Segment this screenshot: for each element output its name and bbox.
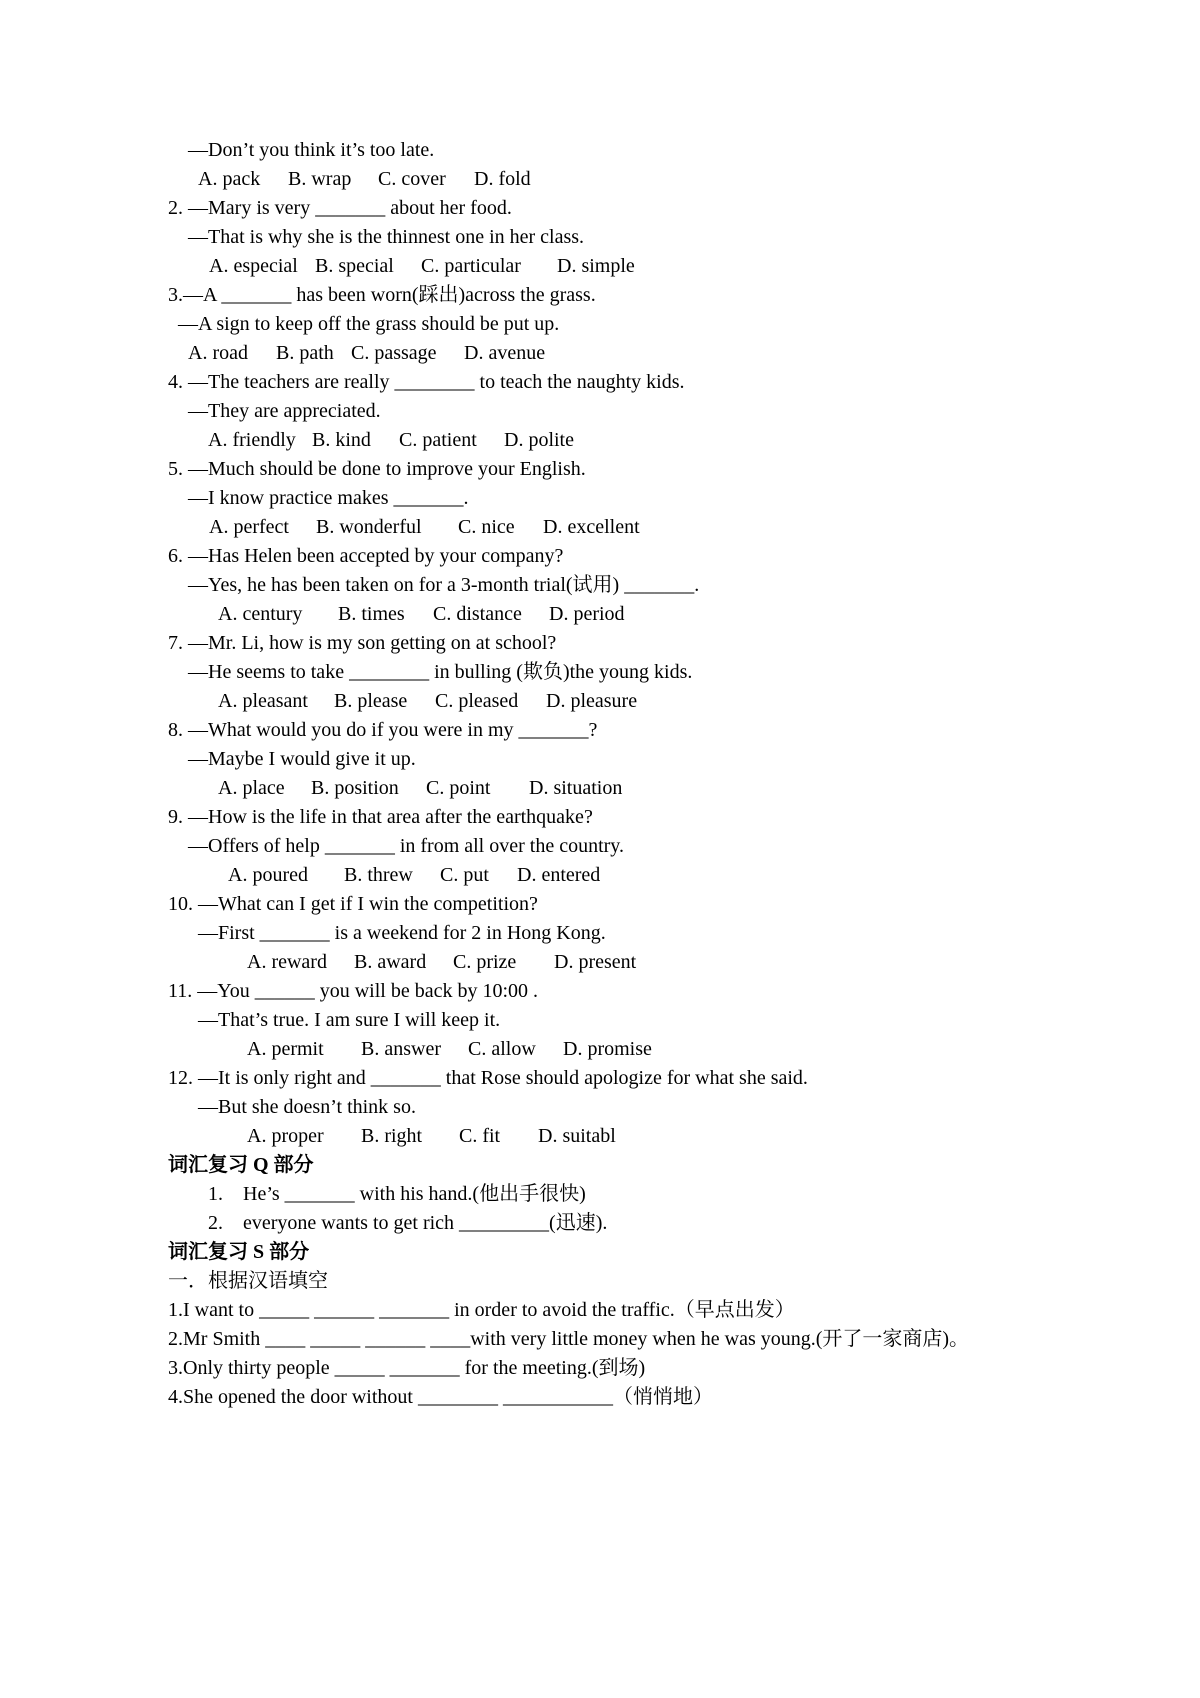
q8-option-a: A. place (218, 777, 285, 799)
q12-option-b: B. right (361, 1125, 423, 1147)
q9-option-a: A. poured (228, 864, 308, 886)
q5-option-b: B. wonderful (316, 516, 422, 538)
q4-option-d: D. polite (504, 429, 574, 451)
q7-option-c: C. pleased (435, 690, 519, 712)
q4-prompt: 4. —The teachers are really ________ to teach the naughty kids. (168, 371, 685, 393)
q4-reply: —They are appreciated. (188, 400, 381, 422)
q10-option-c: C. prize (453, 951, 517, 973)
q1-option-b: B. wrap (288, 168, 352, 190)
q1-option-c: C. cover (378, 168, 446, 190)
q12-option-a: A. proper (247, 1125, 324, 1147)
q5-prompt: 5. —Much should be done to improve your English. (168, 458, 586, 480)
q10-option-b: B. award (354, 951, 427, 973)
q1-option-d: D. fold (474, 168, 531, 190)
q3-reply: —A sign to keep off the grass should be put up. (178, 313, 560, 335)
section-q-item-1: 1. He’s _______ with his hand.(他出手很快) (208, 1183, 586, 1205)
q8-prompt: 8. —What would you do if you were in my _______? (168, 719, 598, 741)
q12-reply: —But she doesn’t think so. (198, 1096, 416, 1118)
q7-option-a: A. pleasant (218, 690, 308, 712)
q9-prompt: 9. —How is the life in that area after the earthquake? (168, 806, 593, 828)
q4-option-b: B. kind (312, 429, 371, 451)
q4-option-c: C. patient (399, 429, 477, 451)
q8-option-d: D. situation (529, 777, 623, 799)
q3-prompt: 3.—A _______ has been worn(踩出)across the grass. (168, 284, 596, 306)
q10-option-a: A. reward (247, 951, 327, 973)
q1-reply: —Don’t you think it’s too late. (188, 139, 435, 161)
q2-reply: —That is why she is the thinnest one in her class. (188, 226, 585, 248)
q8-option-b: B. position (311, 777, 399, 799)
q6-reply: —Yes, he has been taken on for a 3-month trial(试用) _______. (188, 574, 700, 596)
q6-option-c: C. distance (433, 603, 522, 625)
q5-option-d: D. excellent (543, 516, 640, 538)
section-s-heading: 词汇复习 S 部分 (168, 1241, 310, 1263)
q9-option-c: C. put (440, 864, 489, 886)
section-s-item-4: 4.She opened the door without ________ ___________（悄悄地） (168, 1386, 713, 1408)
q2-option-d: D. simple (557, 255, 635, 277)
q4-option-a: A. friendly (208, 429, 296, 451)
q11-option-a: A. permit (247, 1038, 324, 1060)
q7-reply: —He seems to take ________ in bulling (欺负)the young kids. (188, 661, 693, 683)
q6-option-b: B. times (338, 603, 405, 625)
section-q-item-2: 2. everyone wants to get rich _________(迅速). (208, 1212, 608, 1234)
q12-option-d: D. suitabl (538, 1125, 616, 1147)
q12-option-c: C. fit (459, 1125, 501, 1147)
q11-prompt: 11. —You ______ you will be back by 10:00 . (168, 980, 538, 1002)
q9-option-d: D. entered (517, 864, 601, 886)
q6-option-d: D. period (549, 603, 625, 625)
section-s-item-3: 3.Only thirty people _____ _______ for the meeting.(到场) (168, 1357, 646, 1379)
q8-option-c: C. point (426, 777, 491, 799)
q5-option-c: C. nice (458, 516, 515, 538)
q3-option-a: A. road (188, 342, 248, 364)
q7-prompt: 7. —Mr. Li, how is my son getting on at school? (168, 632, 557, 654)
q3-option-d: D. avenue (464, 342, 546, 364)
q1-option-a: A. pack (198, 168, 261, 190)
q6-prompt: 6. —Has Helen been accepted by your company? (168, 545, 564, 567)
q9-reply: —Offers of help _______ in from all over the country. (188, 835, 625, 857)
q9-option-b: B. threw (344, 864, 413, 886)
q10-prompt: 10. —What can I get if I win the competition? (168, 893, 538, 915)
q11-option-c: C. allow (468, 1038, 536, 1060)
q11-option-d: D. promise (563, 1038, 652, 1060)
q11-reply: —That’s true. I am sure I will keep it. (198, 1009, 501, 1031)
q5-reply: —I know practice makes _______. (188, 487, 469, 509)
q2-option-b: B. special (315, 255, 394, 277)
q2-prompt: 2. —Mary is very _______ about her food. (168, 197, 512, 219)
q7-option-b: B. please (334, 690, 408, 712)
section-s-subheading: 一．根据汉语填空 (168, 1270, 328, 1292)
q8-reply: —Maybe I would give it up. (188, 748, 416, 770)
q2-option-a: A. especial (209, 255, 298, 277)
q10-reply: —First _______ is a weekend for 2 in Hong Kong. (198, 922, 606, 944)
q12-prompt: 12. —It is only right and _______ that Rose should apologize for what she said. (168, 1067, 808, 1089)
section-q-heading: 词汇复习 Q 部分 (168, 1154, 314, 1176)
q3-option-c: C. passage (351, 342, 437, 364)
q2-option-c: C. particular (421, 255, 521, 277)
section-s-item-1: 1.I want to _____ ______ _______ in order to avoid the traffic.（早点出发） (168, 1299, 795, 1321)
q10-option-d: D. present (554, 951, 637, 973)
q6-option-a: A. century (218, 603, 303, 625)
q5-option-a: A. perfect (209, 516, 289, 538)
q11-option-b: B. answer (361, 1038, 441, 1060)
section-s-item-2: 2.Mr Smith ____ _____ ______ ____with very little money when he was young.(开了一家商店)。 (168, 1328, 970, 1350)
q3-option-b: B. path (276, 342, 334, 364)
q7-option-d: D. pleasure (546, 690, 638, 712)
